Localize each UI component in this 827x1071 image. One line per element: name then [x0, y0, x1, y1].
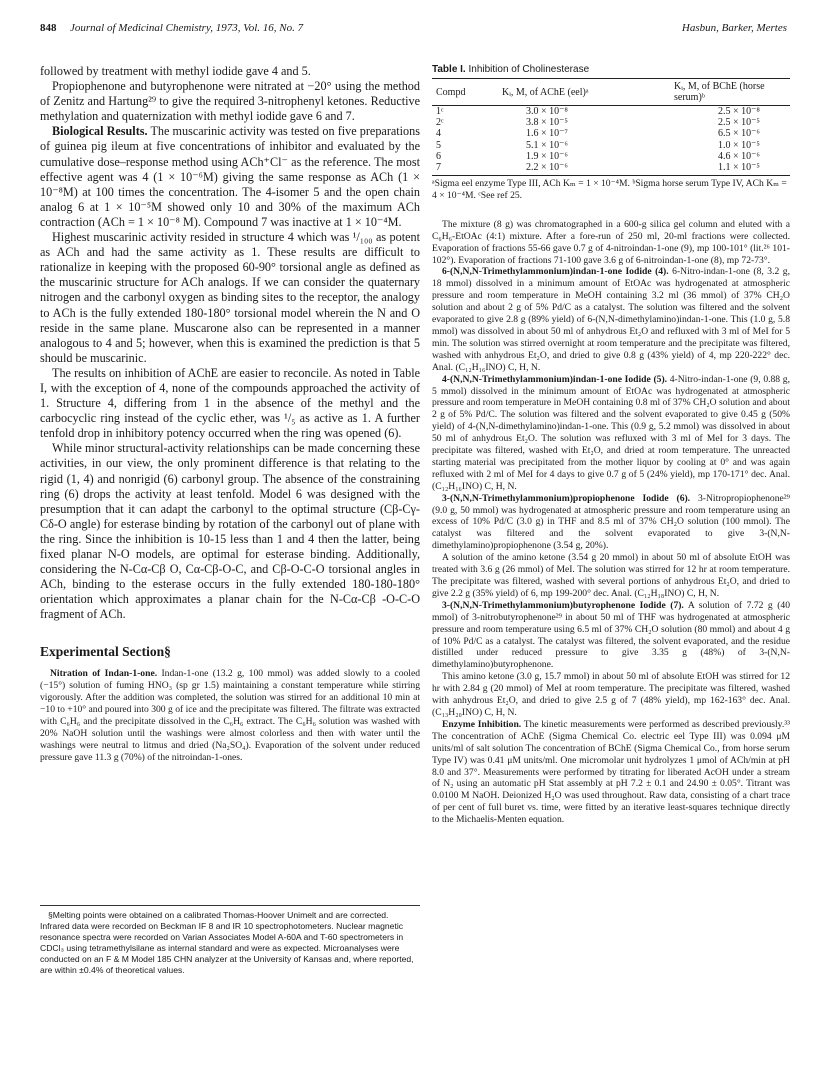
column-header: Kᵢ, M, of AChE (eel)ᵃ [498, 79, 670, 106]
paragraph-text: A solution of 7.72 g (40 mmol) of 3-nitrobutyrophenone²⁹ in about 50 ml of THF was hydrogenated at atmospheric pressure and room temperature using 6.5 ml of 37% CH₂O solution (80 mmol) and about 4 g of 10% Pd/C as a catalyst. The catalyst was filtered, the solvent evaporated, and the residue distilled under reduced pressure to give 3.35 g (48%) of 3-(N,N-dimethylamino)butyrophenone. [432, 599, 791, 671]
compound-7-paragraph [432, 600, 790, 671]
paragraph: The mixture (8 g) was chromatographed in a 600-g silica gel column and eluted with a C₆H₆-EtOAc (4:1) mixture. After a fore-run of 250 ml, 20-ml fractions were collected. Evaporation of fractions 55-66 gave 0.7 g of 4-nitroindan-1-one (9), mp 100-101° (lit.²⁶ 101-102°). Evaporation of fractions 71-100 gave 3.6 g of 6-nitroindan-1-one (8), mp 72-73°. [432, 218, 790, 266]
paragraph-text: 6-Nitro-indan-1-one (8, 3.2 g, 18 mmol) dissolved in a minimum amount of EtOAc was hydrogenated at atmospheric pressure and room temperature in MeOH containing 3.2 ml (36 mmol) of 37% CH₂O solution and about 2 g of 5% Pd/C as a catalyst. The solution was filtered and the solvent evaporated to give 2.8 g (89% yield) of 6-(N,N-dimethylamino)indan-1-one. This (1.0 g, 5.8 mmol) was dissolved in about 50 ml of anhydrous Et₂O and refluxed with 3 ml of MeI for 5 min. The solution was stirred overnight at room temperature and the precipitate was filtered, washed with anhydrous Et₂O, and dried to give 0.8 g (43% yield) of 4, mp 220-222° dec. Anal. (C₁₂H₁₆INO) C, H, N. [432, 266, 790, 373]
enzyme-inhibition-paragraph [432, 719, 790, 826]
run-in-heading: 6-(N,N,N-Trimethylammonium)indan-1-one Iodide (4). [442, 266, 669, 278]
table-cell: 2.5 × 10⁻⁸ [718, 106, 760, 117]
table-cell: 3.8 × 10⁻⁵ [526, 117, 568, 129]
table-cell: 2ᶜ [436, 117, 444, 129]
page-number: 848 [40, 22, 57, 34]
table-cell: 7 [432, 162, 498, 176]
table-cell: 2.2 × 10⁻⁶ [498, 162, 670, 176]
paragraph-text: The kinetic measurements were performed as described previously.³³ The concentration of AChE (Sigma Chemical Co. electric eel Type III) was 0.094 μM units/ml of salt solution The concentration of BChE (Sigma Chemical Co., from horse serum Type IV) was 0.41 μM units/ml. One micromolar unit hydrolyzes 1 μmol of ACh/min at pH 8.0 and 37°. Measurements were performed by titrating for liberated AcOH under a stream of N₂ using an automatic pH Stat assembly at pH 7.2 ± 0.1 and 24.90 ± 0.05°. Titrant was 0.0100 M NaOH. Deionized H₂O was used throughout. Raw data, consisting of a chart trace of per cent of full buret vs. time, were fitted by an iterative least-squares technique directly to the Michaelis-Menten equation. [432, 718, 790, 826]
column-header: Compd [432, 79, 498, 106]
table-cell: 1.1 × 10⁻⁵ [670, 162, 790, 176]
compound-6-paragraph [432, 493, 790, 553]
table-cell: 3.0 × 10⁻⁸ [526, 106, 568, 117]
paragraph: Highest muscarinic activity resided in structure 4 which was ¹/₁₀₀ as potent as ACh and had the same activity as 1. These results are difficult to rationalize in keeping with the proposed 60-90° torsional angle as defined as the muscarinic structure for ACh analogs. If we can consider the quaternary nitrogen and the carbonyl oxygen as binding sites to the receptor, the analogy to ACh is the fully extended 180-180° torsional model wherein the N and O reside in the same plane. Muscarone also can be represented in a manner analogous to 4 and 5; however, when this is examined the prediction is that 5 should be muscarinic. [40, 230, 420, 365]
table-row [432, 162, 790, 176]
table-footnote: ᵃSigma eel enzyme Type III, ACh Kₘ = 1 × 10⁻⁴M. ᵇSigma horse serum Type IV, ACh Kₘ = 4 × 10⁻⁴M. ᶜSee ref 25. [432, 178, 787, 201]
run-in-heading: 3-(N,N,N-Trimethylammonium)butyrophenone Iodide (7). [442, 599, 684, 611]
paragraph-text: 3-Nitropropiophenone²⁹ (9.0 g, 50 mmol) was hydrogenated at atmospheric pressure and room temperature using an excess of 10% Pd/C (3.0 g) in THF and 8.5 ml of 37% CH₂O solution (100 mmol). The catalyst was filtered and the solvent evaporated to give 3-(N,N-dimethylamino)propiophenone (3.54 g, 20%). [432, 492, 790, 552]
compound-4-paragraph [432, 266, 790, 373]
paragraph: While minor structural-activity relationships can be made concerning these activities, in our view, the only prominent difference is that relating to the rigid (1, 4) and nonrigid (6) carbonyl group. The absence of the constraining ring (6) drops the activity at least tenfold. Model 6 was designed with the presumption that it can adapt the carbonyl to the optimal structure (Cβ-Cγ-Cδ-O angle) for esterase binding by rotation of the carbonyl out of plane with the ring. Since the inhibition is 10-15 less than 1 and 4 then the latter, being fixed planar N-O models, are optimal for esterase binding. Additionally, considering the N-Cα-Cβ O, Cα-Cβ-O-C, and Cβ-O-C-O torsional angles in ACh, binding to the esterase occurs in the fully extended 180-180-180° orientation which approximates a planar chain for the N-Cα-Cβ -O-C-O fragment of ACh. [40, 441, 420, 622]
paragraph: followed by treatment with methyl iodide gave 4 and 5. [40, 64, 311, 78]
table-caption [432, 64, 790, 75]
paragraph-text: 4-Nitro-indan-1-one (9, 0.88 g, 5 mmol) dissolved in the minimum amount of EtOAc was hydrogenated at atmospheric pressure and room temperature in MeOH containing 0.8 ml of 37% CH₂O solution and about 2 g of 5% Pd/C. The solution was filtered and the solvent evaporated to give 0.45 g (50% yield) of 4-(N,N-dimethylamino)indan-1-one. This (0.9 g, 5.2 mmol) was dissolved in about 50 ml of anhydrous Et₂O. The solution was refluxed with 3 ml of MeI for 3 days. The precipitate was filtered, washed with Et₂O, and dried at room temperature. The unreacted starting material was precipitated from the mother liquor by cooling at 0° and was again refluxed with 2 ml of MeI for 4 days to give 0.7 g of 5 (24% yield), mp 170-171° dec. Anal. (C₁₂H₁₆INO) C, H, N. [432, 373, 790, 492]
journal-citation: Journal of Medicinal Chemistry, 1973, Vol. 16, No. 7 [70, 22, 304, 34]
table-header-row [432, 79, 790, 106]
table-cell: 4.6 × 10⁻⁶ [718, 150, 760, 162]
biological-results-paragraph [40, 124, 420, 230]
compound-5-paragraph [432, 374, 790, 493]
run-in-heading: 3-(N,N,N-Trimethylammonium)propiophenone Iodide (6). [442, 492, 691, 504]
paragraph: A solution of the amino ketone (3.54 g 20 mmol) in about 50 ml of absolute EtOH was treated with 3.6 g (26 mmol) of MeI. The solution was stirred for 12 hr at room temperature. The precipitate was filtered, washed with several portions of anhydrous Et₂O, and dried to give 2.2 g (35% yield) of 6, mp 199-200° dec. Anal. (C₁₂H₁₈INO) C, H, N. [432, 552, 790, 599]
run-in-heading: 4-(N,N,N-Trimethylammonium)indan-1-one Iodide (5). [442, 373, 668, 385]
section-title: Experimental Section§ [40, 644, 171, 660]
table-cell: 2.5 × 10⁻⁵ [718, 117, 760, 129]
table-row [432, 151, 790, 162]
page-header [40, 22, 787, 38]
cholinesterase-table [432, 78, 790, 176]
table-label: Table I. [432, 64, 466, 75]
table-row [432, 106, 790, 118]
table-cell: 4 [436, 128, 441, 140]
table-row [432, 140, 790, 151]
paragraph: Propiophenone and butyrophenone were nitrated at −20° using the method of Zenitz and Hartung²⁹ to give the required 3-nitrophenyl ketones. Reductive methylation and quaternization with methyl iodide gave 6 and 7. [40, 79, 420, 124]
table-cell: 1ᶜ [436, 106, 444, 117]
table-cell: 6 [436, 150, 441, 162]
column-header: Kᵢ, M, of BChE (horse serum)ᵇ [670, 79, 790, 106]
nitration-paragraph [40, 668, 420, 763]
paragraph: The results on inhibition of AChE are easier to reconcile. As noted in Table I, with the exception of 4, none of the compounds approached the activity of 1. Structure 4, differing from 1 in the absence of the methyl and the carbocyclic ring instead of the cyclic ether, was ¹/₅ as active as 1. A further tenfold drop in inhibitory potency occurred when the ring was opened (6). [40, 365, 420, 441]
table-cell: 6.5 × 10⁻⁶ [718, 128, 760, 140]
run-in-heading: Biological Results. [52, 124, 148, 139]
paragraph: This amino ketone (3.0 g, 15.7 mmol) in about 50 ml of absolute EtOH was stirred for 12 hr with 2.84 g (20 mmol) of MeI at room temperature. The precipitate was filtered, washed with anhydrous Et₂O, and dried to give 2.5 g of 7 (48% yield), mp 162-163° dec. Anal. (C₁₃H₂₀INO) C, H, N. [432, 671, 790, 718]
right-column [432, 64, 790, 826]
run-in-heading: Nitration of Indan-1-one. [50, 668, 158, 680]
table-title: Inhibition of Cholinesterase [465, 64, 590, 75]
run-in-heading: Enzyme Inhibition. [442, 718, 522, 730]
table-cell: 1.0 × 10⁻⁵ [718, 139, 760, 151]
table-cell: 1.9 × 10⁻⁶ [526, 150, 568, 162]
running-authors: Hasbun, Barker, Mertes [681, 22, 787, 34]
table-cell: 1.6 × 10⁻⁷ [526, 128, 568, 140]
table-row [432, 117, 790, 128]
footnote [40, 905, 420, 976]
table-cell: 5.1 × 10⁻⁶ [526, 139, 568, 151]
table-cell: 5 [436, 139, 441, 151]
table-row [432, 128, 790, 139]
spacer [432, 211, 790, 219]
footnote-text: §Melting points were obtained on a calibrated Thomas-Hoover Unimelt and are corrected. Infrared data were recorded on Beckman IF 8 and IR 10 spectrophotometers. Nuclear magnetic resonance spectra were recorded on Varian Associates Model A-60A and T-60 spectrometers in CDCl₃ using tetramethylsilane as internal standard and were as expected. Microanalyses were conducted on an F & M Model 185 CHN analyzer at the University of Kansas and, where reported, are within ±0.4% of theoretical values. [40, 910, 414, 975]
paragraph-text: The muscarinic activity was tested on five preparations of guinea pig ileum at five concentrations of inhibitor and evaluated by the cumulative dose–response method using ACh⁺Cl⁻ as the reference. The most effective agent was 4 (1 × 10⁻⁶M) giving the same response as ACh (1 × 10⁻⁸M) at 100 times the concentration. The 4-isomer 5 and the open chain analog 6 at 1 × 10⁻⁵M showed only 10 and 30% of the maximum ACh contraction (ACh = 1 × 10⁻⁸ M). Compound 7 was inactive at 1 × 10⁻⁴M. [40, 124, 420, 229]
paragraph-text: Indan-1-one (13.2 g, 100 mmol) was added slowly to a cooled (−15°) solution of fuming HNO₃ (sp gr 1.5) maintaining a constant temperature while stirring vigorously. After the addition was completed, the solution was stirred for an additional 10 min at −10 to +10° and poured into 300 g of ice and the precipitate was filtered. The filtrate was extracted with C₆H₆ and the precipitate dissolved in the C₆H₆ extract. The C₆H₆ solution was washed with 20% NaOH solution until the washings were almost colorless and then with water until the washings were neutral to litmus and dried (Na₂SO₄). Evaporation of the solvent under reduced pressure gave 11.3 g (70%) of the nitroindan-1-ones. [40, 668, 421, 763]
left-column [40, 64, 420, 764]
